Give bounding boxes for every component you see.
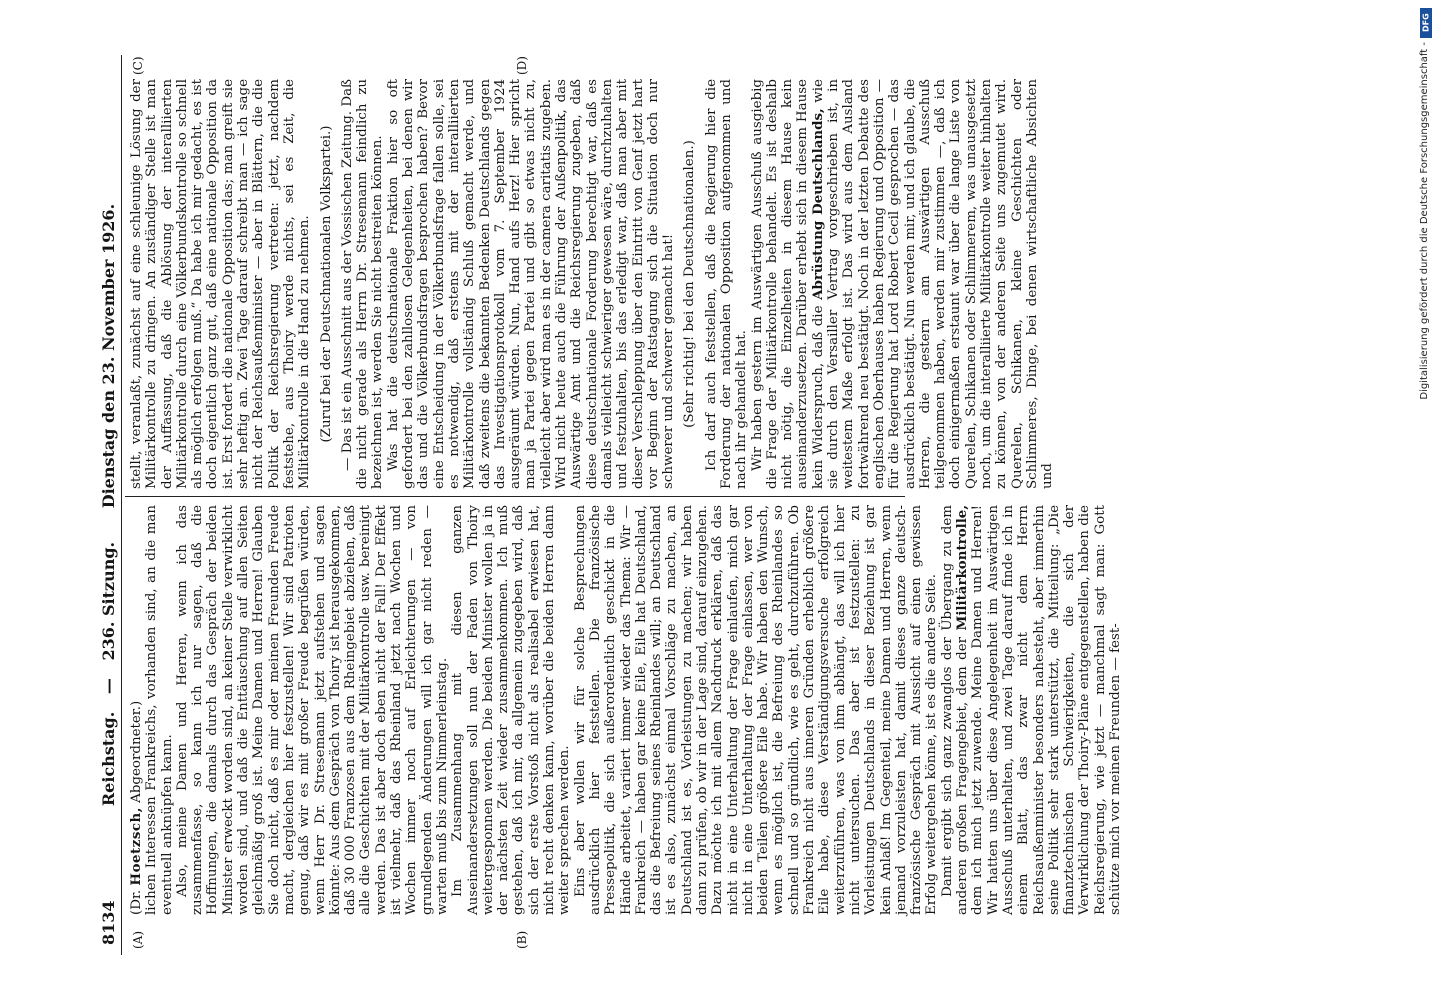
rotated-page xyxy=(95,55,1385,955)
header-dash: — xyxy=(99,678,118,695)
page-number: 8134 xyxy=(99,900,118,945)
speaker-prefix: (Dr. xyxy=(129,889,144,915)
paragraph-text: wie sie durch den Versailler Vertrag vorgeschrieben ist, in weitestem Maße erfolgt ist. Das wird aus dem Ausland fortwährend neu bestätigt. Noch in der letzten Debatte des englischen Oberhauses haben Regierung und Opposition — für die Regierung hat Lord Robert Cecil gesprochen — das ausdrücklich bestätigt. Nun werden mir, und ich glaube, die Herren, die gestern am Auswärtigen Ausschuß teilgenommen haben, werden mir zustimmen —, daß ich doch einigermaßen erstaunt war über die lange Liste von Querelen, Schikanen oder Schlimmerem, was unausgesetzt noch, um die interalliierte Militärkontrolle weiter hinhalten zu können, von der anderen Seite uns zugemutet wird. Querelen, Schikanen, kleine Geschichten oder Schlimmeres, Dinge, bei denen wirtschaftliche Absichten und xyxy=(810,79,1056,489)
dfg-credit: Digitalisierung gefördert durch die Deutsche Forschungsgemeinschaft - xyxy=(1419,42,1430,400)
session-number: 236. Sitzung. xyxy=(99,541,118,661)
paragraph: Im Zusammenhang mit diesen ganzen Auseinandersetzungen soll nun der Faden von Thoiry weitergesponnen werden. Die beiden Minister wollen ja in der nächsten Zeit wieder zusammenkommen. Ich muß gestehen, daß ich mir, da allgemein zugegeben wird, daß sich der erste Vorstoß nicht als realisabel erwiesen hat, nicht recht denken kann, worüber die beiden Herren dann weiter sprechen werden. xyxy=(450,505,573,915)
margin-letter-a: (A) xyxy=(131,930,145,949)
speaker-name: Hoetzsch, xyxy=(128,807,144,886)
paragraph: Ich darf auch feststellen, daß die Regierung hier die Forderung der nationalen Opposition aufgenommen und nach ihr gehandelt hat. xyxy=(703,79,750,489)
margin-letter-d: (D) xyxy=(515,56,529,75)
header-rule xyxy=(121,55,122,955)
paragraph-text: Damit ergibt sich ganz zwanglos der Übergang zu dem anderen großen Fragengebiet, dem der xyxy=(939,505,971,915)
digitization-sidebar xyxy=(1418,0,1434,1000)
paragraph: lichen Interessen Frankreichs, vorhanden sind, an die man eventuell anknüpfen kann. xyxy=(144,505,175,915)
paragraph: stellt, veranlaßt, zunächst auf eine schleunige Lösung der Militärkontrolle zu dringen. An zuständiger Stelle ist man der Auffassung, daß die Ablösung der interalliierten Militärkontrolle durch eine Völkerbundskontrolle so schnell als möglich erfolgen muß.“ Da habe ich mir gedacht, es ist doch eigentlich ganz gut, daß eine nationale Opposition da ist. Erst fordert die nationale Opposition das; man greift sie sehr heftig an. Zwei Tage darauf schreibt man — ich sage nicht der Reichsaußenminister — aber in Blättern, die die Politik der Reichsregierung vertreten: jetzt, nachdem feststehe, aus Thoiry werde nichts, sei es Zeit, die Militärkontrolle in die Hand zu nehmen. xyxy=(129,79,313,489)
emphasis-term: Abrüstung Deutschlands, xyxy=(809,108,826,300)
margin-letter-b: (B) xyxy=(515,930,529,949)
page-header xyxy=(95,55,121,955)
interjection: (Sehr richtig! bei den Deutschnationalen.) xyxy=(682,140,698,428)
interjection: (Zuruf bei der Deutschnationalen Volkspartei.) xyxy=(318,125,334,443)
paragraph xyxy=(750,79,1056,489)
emphasis-term: Militärkontrolle, xyxy=(954,505,971,631)
header-title xyxy=(99,55,118,955)
margin-letter-c: (C) xyxy=(131,56,145,75)
left-column xyxy=(129,505,1123,915)
speaker-line xyxy=(129,505,144,915)
paragraph-text: dem ich mich jetzt zuwende. Meine Damen und Herren! Wir hatten uns über diese Angelegenheit im Auswärtigen Ausschuß unterhalten, und zwei Tage darauf finde ich in einem Blatt, das zwar nicht dem Herrn Reichsaußenminister besonders nahesteht, aber immerhin seine Politik sehr stark unterstützt, die Mitteilung: „Die finanztechnischen Schwierigkeiten, die sich der Verwirklichung der Thoiry-Pläne entgegenstellen, haben die Reichsregierung, wie jetzt — manchmal sagt man: Gott schütze mich vor meinen Freunden — fest- xyxy=(970,505,1123,915)
paragraph xyxy=(940,505,1124,915)
paragraph: — Das ist ein Ausschnitt aus der Vossischen Zeitung. Daß die nicht gerade als Herrn Dr. Stresemann feindlich zu bezeichnen ist, werden Sie nicht bestreiten können. xyxy=(339,79,386,489)
speaker-role: Abgeordneter.) xyxy=(129,700,144,803)
paragraph-text: Wir haben gestern im Auswärtigen Ausschuß ausgiebig die Frage der Militärkontrolle behandelt. Es ist deshalb nicht nötig, die Einzelheiten in diesem Hause kein auseinanderzusetzen. Darüber erhebt sich in diesem Hause kein Widerspruch, daß die xyxy=(749,79,826,489)
right-column xyxy=(129,79,1056,489)
dfg-logo: DFG xyxy=(1420,8,1432,38)
session-date: Dienstag den 23. November 1926. xyxy=(99,203,118,509)
column-divider xyxy=(125,496,905,497)
assembly-name: Reichstag. xyxy=(99,711,118,807)
paragraph: Was hat die deutschnationale Fraktion hier so oft gefordert bei den zahllosen Gelegenheiten, bei denen wir das und die Völkerbundsfragen besprochen haben? Bevor eine Entscheidung in der Völkerbundsfrage fallen solle, sei es notwendig, daß erstens mit der interalliierten Militärkontrolle vollständig Schluß gemacht werde, und daß zweitens die bekannten Bedenken Deutschlands gegen das Investigationsprotokoll vom 7. September 1924 ausgeräumt würden. Nun, Hand aufs Herz! Hier spricht man ja Partei gegen Partei und gibt so etwas nicht zu, vielleicht aber wird man es in der camera caritatis zugeben. Wird nicht heute auch die Führung der Außenpolitik, das Auswärtige Amt und die Reichsregierung zugeben, daß diese deutschnationale Forderung berechtigt war, daß es damals vielleicht schwieriger gewesen wäre, durchzuhalten und festzuhalten, bis das erledigt war, daß man aber mit dieser Verschleppung über den Eintritt von Genf jetzt hart vor Beginn der Ratstagung sich die Situation doch nur schwerer und schwerer gemacht hat! xyxy=(385,79,677,489)
paragraph: Eins aber wollen wir für solche Besprechungen ausdrücklich hier feststellen. Die französische Pressepolitik, die sich außerordentlich geschickt in die Hände arbeitet, variiert immer wieder das Thema: Wir — Frankreich — haben gar keine Eile, Eile hat Deutschland, das die Befreiung seines Rheinlandes will; an Deutschland ist es also, zunächst einmal Vorschläge zu machen, an Deutschland ist es, Vorleistungen zu machen; wir haben dann zu prüfen, ob wir in der Lage sind, darauf einzugehen. Dazu möchte ich mit allem Nachdruck erklären, daß das nicht in eine Unterhaltung der Frage einlaufen, mich gar nicht in eine Unterhaltung der Frage einlassen, wer von beiden Teilen größere Eile habe. Wir haben den Wunsch, wenn es möglich ist, die Befreiung des Rheinlandes so schnell und so gründlich, wie es geht, durchzuführen. Ob Frankreich nicht aus inneren Gründen erheblich größere Eile habe, diese Verständigungsversuche erfolgreich weiterzuführen, was von ihm abhängt, das will ich hier nicht untersuchen. Das aber ist festzustellen: zu Vorleistungen Deutschlands in dieser Beziehung ist gar kein Anlaß! Im Gegenteil, meine Damen und Herren, wenn jemand vorzuleisten hat, damit dieses ganze deutsch-französische Gespräch mit Aussicht auf einen gewissen Erfolg weitergehen könne, ist es die andere Seite. xyxy=(572,505,940,915)
paragraph: Also, meine Damen und Herren, wenn ich das zusammenfasse, so kann ich nur sagen, daß die Hoffnungen, die damals durch das Gespräch der beiden Minister erweckt worden sind, an keiner Stelle verwirklicht worden sind, und daß die Enttäuschung auf allen Seiten gleichmäßig groß ist. Meine Damen und Herren! Glauben Sie doch nicht, daß es mir oder meinen Freunden Freude macht, dergleichen hier festzustellen! Wir sind Patrioten genug, daß wir es mit großer Freude begrüßen würden, wenn Herr Dr. Stresemann jetzt aufstehen und sagen könnte: Aus dem Gespräch von Thoiry ist herausgekommen, daß 30 000 Franzosen aus dem Rheingebiet abziehen, daß alle die Geschichten mit der Militärkontrolle usw. bereinigt werden. Das ist aber doch eben nicht der Fall! Der Effekt ist vielmehr, daß das Rheinland jetzt nach Wochen und Wochen immer noch auf Erleichterungen — von grundlegenden Änderungen will ich gar nicht reden — warten muß bis zum Nimmerleinstag. xyxy=(174,505,450,915)
